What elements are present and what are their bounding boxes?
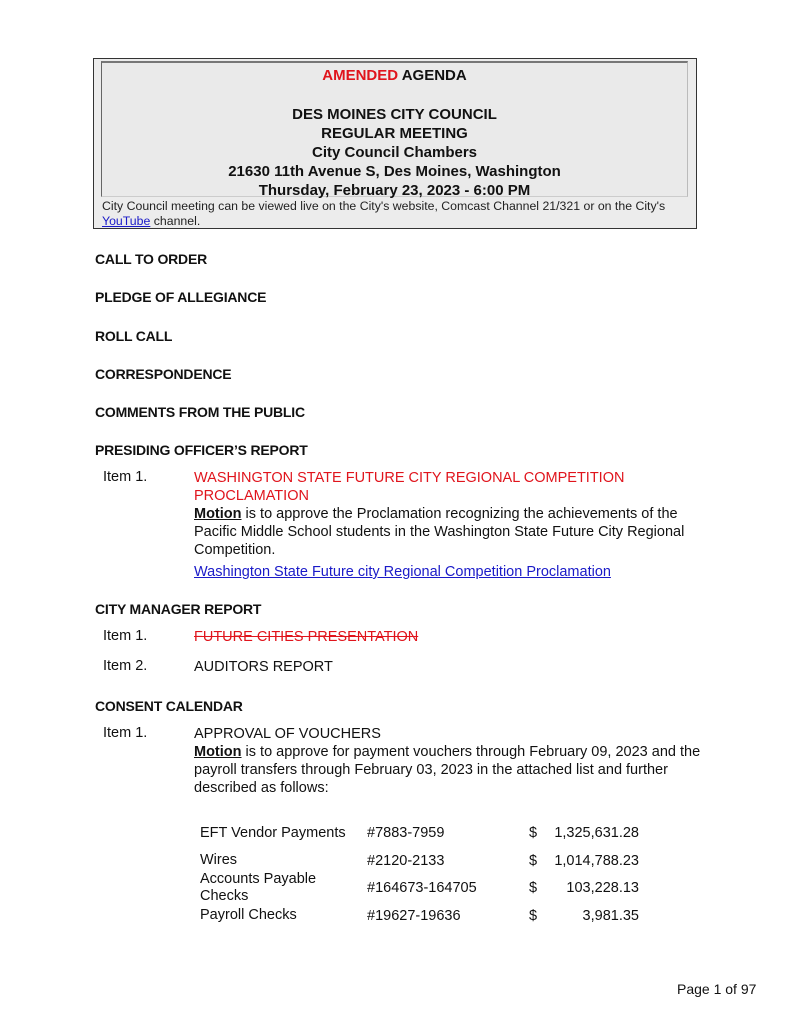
section-presiding-report: PRESIDING OFFICER’S REPORT: [95, 442, 308, 458]
currency-symbol: $: [529, 880, 538, 896]
city-manager-item-label: Item 2.: [103, 658, 148, 674]
youtube-link[interactable]: YouTube: [102, 214, 151, 228]
table-row: [200, 851, 640, 870]
city-manager-item-title: AUDITORS REPORT: [194, 659, 333, 675]
voucher-range: #2120-2133: [367, 852, 445, 869]
presiding-item-body: [194, 469, 704, 581]
city-manager-item-label: Item 1.: [103, 628, 148, 644]
consent-item-body: [194, 725, 704, 797]
consent-item-title: APPROVAL OF VOUCHERS: [194, 726, 381, 742]
section-roll-call: ROLL CALL: [95, 328, 173, 344]
meeting-location: City Council Chambers: [311, 144, 478, 161]
meeting-address: 21630 11th Avenue S, Des Moines, Washington: [228, 163, 561, 180]
consent-item-motion: [194, 743, 704, 797]
table-row: [200, 815, 640, 851]
proclamation-link[interactable]: Washington State Future city Regional Competition Proclamation: [194, 564, 611, 580]
table-row: [200, 870, 640, 906]
voucher-amount: [529, 825, 639, 841]
presiding-item-label: Item 1.: [103, 469, 148, 485]
motion-keyword: Motion: [194, 506, 242, 522]
motion-text: is to approve the Proclamation recognizing the achievements of the Pacific Middle School students in the Washington State Future City Regional Competition.: [194, 506, 685, 558]
voucher-type: Wires: [200, 852, 238, 868]
agenda-title: [102, 67, 687, 84]
amount-value: 1,325,631.28: [554, 825, 639, 841]
vouchers-table: [200, 815, 640, 925]
consent-item-label: Item 1.: [103, 725, 148, 741]
amended-label: AMENDED: [322, 67, 399, 84]
section-correspondence: CORRESPONDENCE: [95, 366, 232, 382]
voucher-type: Payroll Checks: [200, 907, 297, 923]
section-pledge: PLEDGE OF ALLEGIANCE: [95, 289, 267, 305]
agenda-label: AGENDA: [401, 67, 467, 84]
section-city-manager-report: CITY MANAGER REPORT: [95, 601, 262, 617]
voucher-amount: [529, 908, 639, 924]
agenda-header-box: [93, 58, 697, 229]
viewing-note-text: City Council meeting can be viewed live on the City's website, Comcast Channel 21/321 or on the City's: [102, 199, 666, 213]
currency-symbol: $: [529, 852, 538, 869]
currency-symbol: $: [529, 825, 538, 841]
motion-text: is to approve for payment vouchers through February 09, 2023 and the payroll transfers through February 03, 2023 in the attached list and further described as follows:: [194, 744, 701, 796]
presiding-item-title-line1: WASHINGTON STATE FUTURE CITY REGIONAL COMPETITION: [194, 470, 625, 486]
section-consent-calendar: CONSENT CALENDAR: [95, 698, 243, 714]
voucher-type: Accounts Payable Checks: [200, 871, 317, 904]
voucher-range: #7883-7959: [367, 825, 445, 841]
amount-value: 3,981.35: [582, 907, 639, 924]
section-comments: COMMENTS FROM THE PUBLIC: [95, 404, 305, 420]
city-manager-item-title-struck: FUTURE CITIES PRESENTATION: [194, 629, 419, 645]
voucher-type: EFT Vendor Payments: [200, 824, 346, 841]
table-row: [200, 906, 640, 925]
presiding-item-title-line2: PROCLAMATION: [194, 488, 309, 504]
council-name: DES MOINES CITY COUNCIL: [292, 106, 497, 123]
presiding-item-title: [194, 469, 704, 505]
amount-value: 103,228.13: [566, 880, 639, 896]
page-number: Page 1 of 97: [677, 981, 757, 997]
presiding-item-motion: [194, 505, 704, 559]
voucher-range: #19627-19636: [367, 907, 461, 924]
agenda-header-panel: [101, 61, 688, 197]
viewing-note-text-end: channel.: [150, 214, 201, 228]
voucher-range: #164673-164705: [367, 880, 477, 896]
motion-keyword: Motion: [194, 744, 242, 760]
viewing-note: [102, 199, 692, 229]
section-call-to-order: CALL TO ORDER: [95, 251, 207, 267]
voucher-amount: [529, 880, 639, 896]
voucher-amount: [529, 853, 639, 869]
meeting-datetime: Thursday, February 23, 2023 - 6:00 PM: [258, 182, 531, 199]
amount-value: 1,014,788.23: [554, 852, 639, 869]
currency-symbol: $: [529, 907, 538, 924]
meeting-type: REGULAR MEETING: [321, 125, 468, 142]
